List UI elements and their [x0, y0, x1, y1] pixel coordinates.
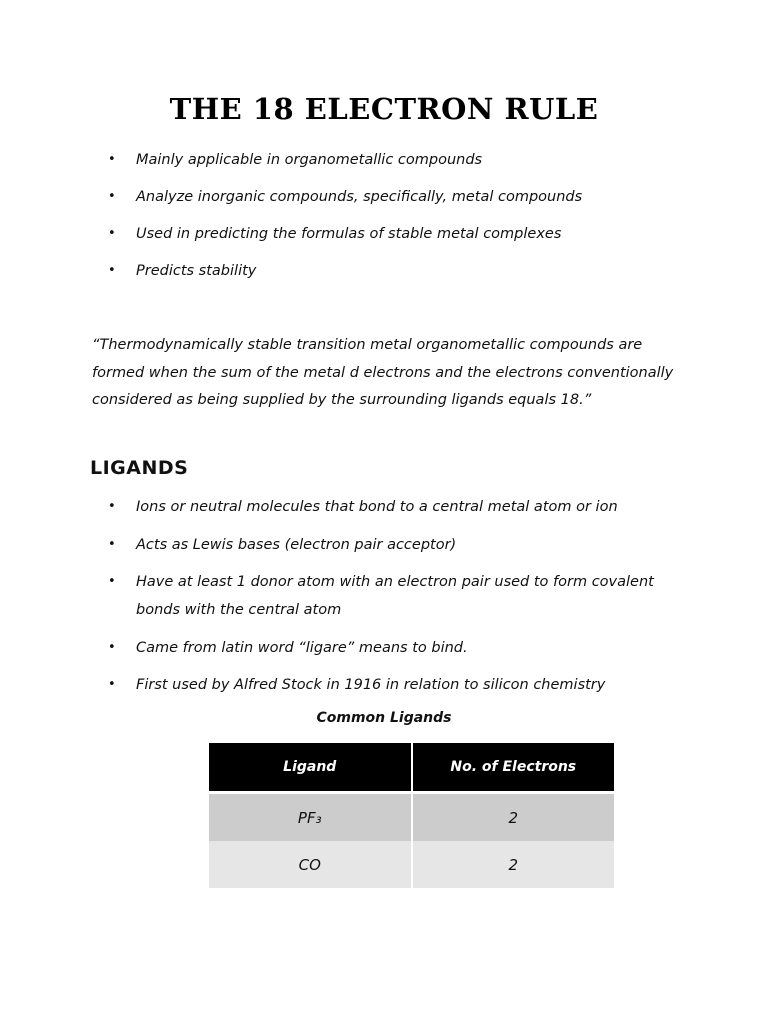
page-title: THE 18 ELECTRON RULE	[169, 92, 599, 126]
list-item	[108, 493, 688, 521]
list-item-text: First used by Alfred Stock in 1916 in relation to silicon chemistry	[136, 677, 606, 693]
list-item	[108, 220, 688, 248]
cell-ligand: CO	[209, 841, 412, 888]
list-item-text: Used in predicting the formulas of stable metal complexes	[136, 226, 562, 242]
table-header-row	[209, 743, 614, 793]
bullet-icon: •	[108, 152, 116, 167]
table-row	[209, 841, 614, 888]
table-row	[209, 793, 614, 842]
list-item	[108, 183, 688, 211]
list-item	[108, 531, 688, 559]
list-item-text: Acts as Lewis bases (electron pair acceptor)	[136, 536, 457, 553]
list-item	[108, 671, 688, 699]
definition-quote: “Thermodynamically stable transition metal organometallic compounds are formed when the sum of the metal d electrons and the electrons conventionally considered as being supplied by the surrounding ligands equals 18.”	[92, 337, 674, 408]
ligands-heading: LIGANDS	[90, 457, 189, 479]
header-electrons: No. of Electrons	[412, 743, 615, 793]
ligand-bullet-list	[108, 493, 688, 709]
list-item	[108, 568, 688, 624]
bullet-icon: •	[108, 263, 116, 278]
list-item-text: Analyze inorganic compounds, specifically, metal compounds	[136, 189, 583, 205]
bullet-icon: •	[108, 677, 116, 692]
list-item	[108, 146, 688, 174]
intro-bullet-list	[108, 146, 688, 294]
list-item-text: Came from latin word “ligare” means to bind.	[136, 639, 468, 656]
list-item-text: Predicts stability	[136, 263, 257, 279]
list-item-text: Have at least 1 donor atom with an electron pair used to form covalent bonds with the central atom	[136, 574, 654, 618]
cell-ligand: PF₃	[209, 793, 412, 842]
table-caption: Common Ligands	[316, 710, 452, 726]
list-item-text: Ions or neutral molecules that bond to a central metal atom or ion	[136, 499, 618, 515]
bullet-icon: •	[108, 189, 116, 204]
bullet-icon: •	[108, 639, 116, 655]
list-item	[108, 257, 688, 285]
ligand-table	[209, 743, 614, 888]
cell-electrons: 2	[412, 841, 615, 888]
header-ligand: Ligand	[209, 743, 412, 793]
cell-electrons: 2	[412, 793, 615, 842]
bullet-icon: •	[108, 536, 116, 552]
bullet-icon: •	[108, 226, 116, 241]
bullet-icon: •	[108, 574, 116, 589]
bullet-icon: •	[108, 499, 116, 514]
list-item	[108, 634, 688, 662]
list-item-text: Mainly applicable in organometallic compounds	[136, 152, 483, 168]
